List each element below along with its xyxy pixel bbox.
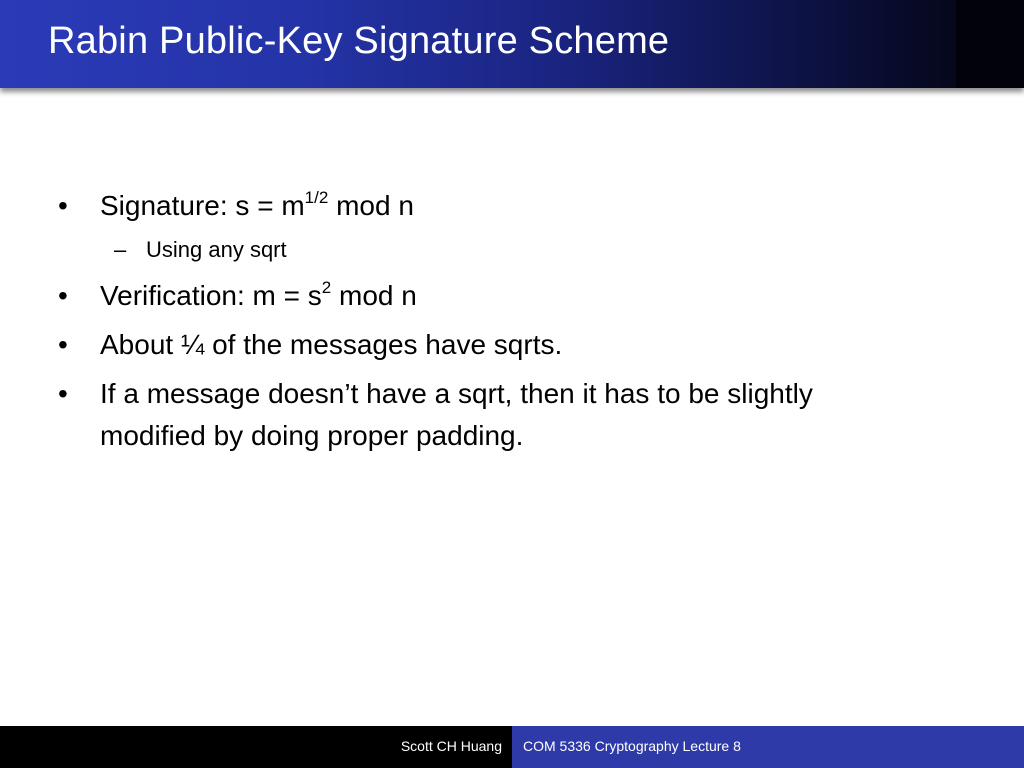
bullet-text [100,275,417,317]
verification-exponent: 2 [321,278,332,297]
footer-course: COM 5336 Cryptography Lecture 8 [523,738,741,754]
bullet-text [100,185,414,227]
bullet-marker: • [58,190,68,221]
verification-formula-text: Verification: m = s [100,280,322,311]
footer-course-box [512,726,1024,768]
signature-formula-text: Signature: s = m [100,190,305,221]
signature-exponent: 1/2 [304,188,329,207]
bullet-text: If a message doesn’t have a sqrt, then it has to be slightly modified by doing proper padding. [100,378,813,451]
signature-mod-text: mod n [328,190,414,221]
footer [0,726,1024,768]
bullet-marker: • [58,378,68,409]
sub-bullet-text: Using any sqrt [146,237,287,262]
verification-mod-text: mod n [331,280,417,311]
bullet-marker: • [58,280,68,311]
bullet-text: About ¼ of the messages have sqrts. [100,329,563,360]
slide-title: Rabin Public-Key Signature Scheme [48,20,670,62]
bullet-marker: • [58,329,68,360]
footer-author: Scott CH Huang [400,738,502,754]
sub-bullet-marker: – [114,237,127,262]
footer-author-box [0,726,512,768]
